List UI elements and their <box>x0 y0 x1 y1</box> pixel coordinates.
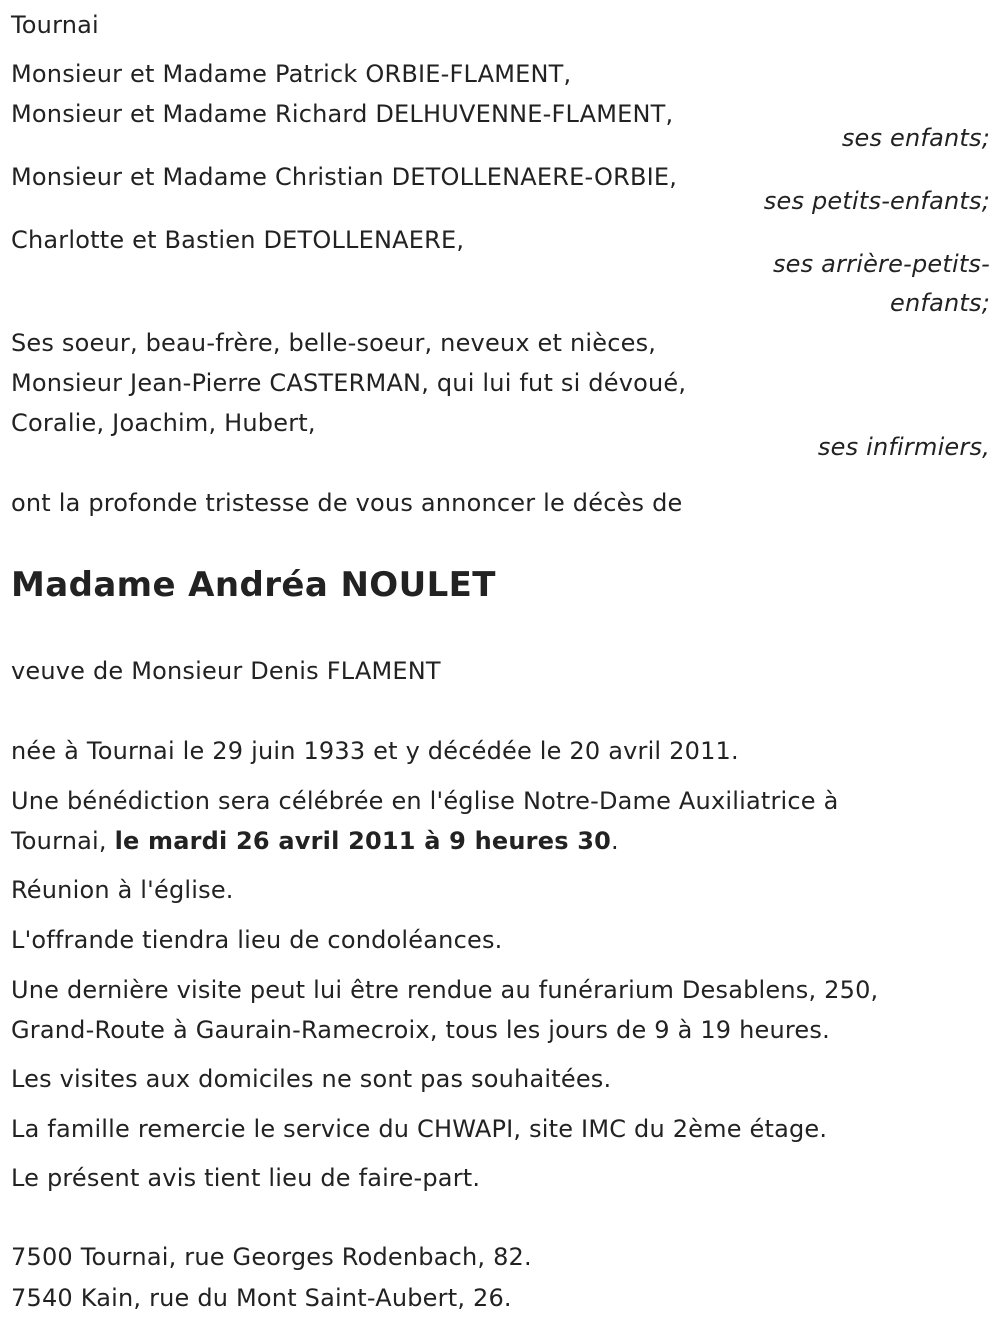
grandchildren-line: Monsieur et Madame Christian DETOLLENAERE-ORBIE, <box>11 163 678 191</box>
others-role: ses infirmiers, <box>817 433 990 461</box>
visit-line-1: Une dernière visite peut lui être rendue au funérarium Desablens, 250, <box>11 976 879 1004</box>
great-grandchildren-role-2: enfants; <box>890 289 990 317</box>
grandchildren-role: ses petits-enfants; <box>763 187 990 215</box>
address-1: 7500 Tournai, rue Georges Rodenbach, 82. <box>11 1243 532 1271</box>
announcement: ont la profonde tristesse de vous annoncer le décès de <box>11 489 683 517</box>
great-grandchildren-role-1: ses arrière-petits- <box>772 250 990 278</box>
others-line-2: Monsieur Jean-Pierre CASTERMAN, qui lui fut si dévoué, <box>11 369 687 397</box>
meeting: Réunion à l'église. <box>11 876 234 904</box>
great-grandchildren-line: Charlotte et Bastien DETOLLENAERE, <box>11 226 465 254</box>
deceased-name: Madame Andréa NOULET <box>11 565 496 605</box>
others-line-1: Ses soeur, beau-frère, belle-soeur, neveux et nièces, <box>11 329 657 357</box>
home-visits: Les visites aux domiciles ne sont pas souhaitées. <box>11 1065 612 1093</box>
birth-death: née à Tournai le 29 juin 1933 et y décédée le 20 avril 2011. <box>11 737 739 765</box>
address-2: 7540 Kain, rue du Mont Saint-Aubert, 26. <box>11 1284 512 1312</box>
location-heading: Tournai <box>11 11 99 39</box>
widow-of: veuve de Monsieur Denis FLAMENT <box>11 657 441 685</box>
others-line-3: Coralie, Joachim, Hubert, <box>11 409 316 437</box>
offering: L'offrande tiendra lieu de condoléances. <box>11 926 503 954</box>
ceremony-suffix: . <box>611 827 619 855</box>
ceremony-line-1: Une bénédiction sera célébrée en l'église Notre-Dame Auxiliatrice à <box>11 787 839 815</box>
children-role: ses enfants; <box>841 124 990 152</box>
children-line-1: Monsieur et Madame Patrick ORBIE-FLAMENT, <box>11 60 572 88</box>
children-line-2: Monsieur et Madame Richard DELHUVENNE-FLAMENT, <box>11 100 674 128</box>
notice: Le présent avis tient lieu de faire-part. <box>11 1164 481 1192</box>
ceremony-prefix: Tournai, <box>11 827 115 855</box>
thanks: La famille remercie le service du CHWAPI, site IMC du 2ème étage. <box>11 1115 828 1143</box>
ceremony-date: le mardi 26 avril 2011 à 9 heures 30 <box>114 827 612 855</box>
ceremony-line-2 <box>11 826 619 856</box>
visit-line-2: Grand-Route à Gaurain-Ramecroix, tous les jours de 9 à 19 heures. <box>11 1016 830 1044</box>
